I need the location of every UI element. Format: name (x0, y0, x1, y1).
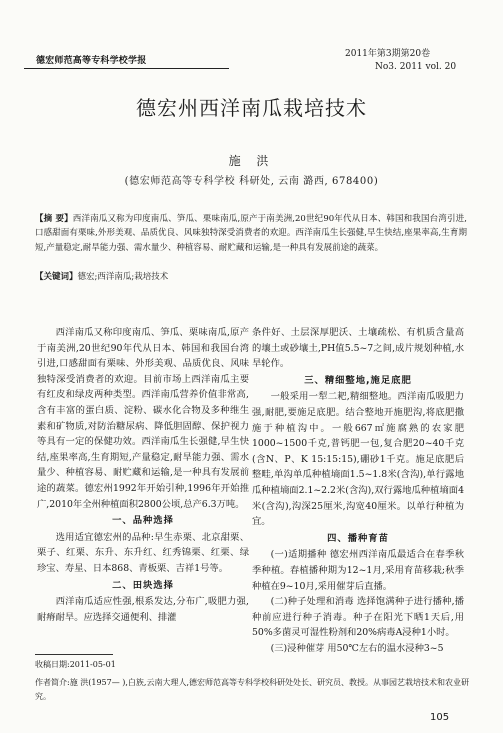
header-rule (24, 68, 229, 69)
section-heading: 四、播种育苗 (327, 532, 389, 544)
issue-number: No3. 2011 vol. 20 (375, 62, 457, 72)
footnote-rule (35, 654, 113, 655)
issue-info: 2011年第3期第20卷 (345, 49, 431, 59)
paragraph: 选用适宜德宏州的品种:早生赤栗、北京甜栗、栗子、红栗、东升、东升红、红秀锦栗、红栗、绿珍宝、寿星、日本868、青板栗、吉祥1号等。 (37, 531, 249, 574)
paragraph: 一般采用一犁二耙,精细整地。西洋南瓜吸肥力强,耐肥,要施足底肥。结合整地开施肥沟,将底肥撒施于种植沟中。一般667㎡施腐熟的农家肥1000~1500千克,普钙肥一包,复合肥20~40千克(含N、P、K 15:15:15),硼砂1千克。施足底肥后整畦,单沟单瓜种植墒面1.5~1.8米(含沟),单行露地瓜种植墒面2.1~2.2米(含沟),双行露地瓜种植墒面4米(含沟),沟深25厘米,沟宽40厘米。以单行种植为宜。 (252, 391, 464, 528)
paragraph: (二)种子处理和消毒 选择饱满种子进行播种,播种前应进行种子消毒。种子在阳光下晒1天后,用50%多菌灵可湿性粉剂和20%病毒A浸种1小时。 (252, 596, 464, 639)
abstract (35, 212, 467, 255)
article-title: 德宏州西洋南瓜栽培技术 (136, 96, 367, 120)
keywords-label: 【关键词】 (35, 272, 78, 282)
page-number: 105 (430, 712, 450, 723)
section-heading: 二、田块选择 (112, 579, 174, 591)
paragraph: 西洋南瓜又称印度南瓜、笋瓜、栗味南瓜,原产于南美洲,20世纪90年代从日本、韩国和我国台湾引进,口感甜面有栗味、外形美观、品质优良、风味独特深受消费者的欢迎。目前市场上西洋南瓜主要有红皮和绿皮两种类型。西洋南瓜营养价值非常高,含有丰富的蛋白质、淀粉、碳水化合物及多种维生素和矿物质,对防治糖尿病、降低胆固醇、保护视力等具有一定的保健功效。西洋南瓜生长强健,早生快结,座果率高,生育期短,产量稳定,耐旱能力强、需水量少、种植容易、耐贮藏和运输,是一种具有发展前途的蔬菜。德宏州1992年开始引种,1996年开始推广,2010年全州种植面积2800公顷,总产6.3万吨。 (37, 327, 249, 510)
footnote-author-bio: 作者简介:施 洪(1957— ),白族,云南大理人,德宏师范高等专科学校科研处处长、研究员、教授。从事园艺栽培技术和农业研究。 (35, 678, 470, 701)
body-column-right (252, 325, 464, 656)
paragraph: (三)浸种催芽 用50℃左右的温水浸种3~5 (270, 642, 444, 654)
abstract-text: 西洋南瓜又称为印度南瓜、笋瓜、栗味南瓜,原产于南美洲,20世纪90年代从日本、韩国和我国台湾引进,口感甜面有栗味,外形美观、品质优良、风味独特深受消费者的欢迎。西洋南瓜生长强健,早生快结,座果率高,生育期短,产量稳定,耐旱能力强、需水量少、种植容易、耐贮藏和运输,是一种具有发展前途的蔬菜。 (35, 214, 467, 253)
paragraph: (一)适期播种 德宏州西洋南瓜最适合在春季秋季种植。春植播种期为12~1月,采用育苗移栽;秋季种植在9~10月,采用催芽后直播。 (252, 549, 464, 592)
journal-name: 德宏师范高等专科学校学报 (36, 56, 147, 66)
section-heading: 一、品种选择 (112, 515, 174, 527)
paragraph: 西洋南瓜适应性强,根系发达,分布广,吸肥力强,耐瘠耐旱。应选择交通便利、排灌 (37, 596, 249, 623)
keywords (35, 270, 467, 282)
abstract-label: 【摘 要】 (35, 214, 73, 224)
author: 施 洪 (228, 154, 275, 168)
footnote-received: 收稿日期:2011-05-01 (35, 660, 116, 669)
body-column-left (37, 325, 249, 625)
affiliation: (德宏师范高等专科学校 科研处, 云南 潞西, 678400) (124, 176, 379, 187)
keywords-text: 德宏;西洋南瓜;栽培技术 (77, 272, 169, 282)
section-heading: 三、精细整地,施足底肥 (304, 374, 412, 386)
paragraph: 条件好、土层深厚肥沃、土壤疏松、有机质含量高的壤土或砂壤土,PH值5.5~7之间,成片规划种植,水旱轮作。 (252, 327, 464, 370)
